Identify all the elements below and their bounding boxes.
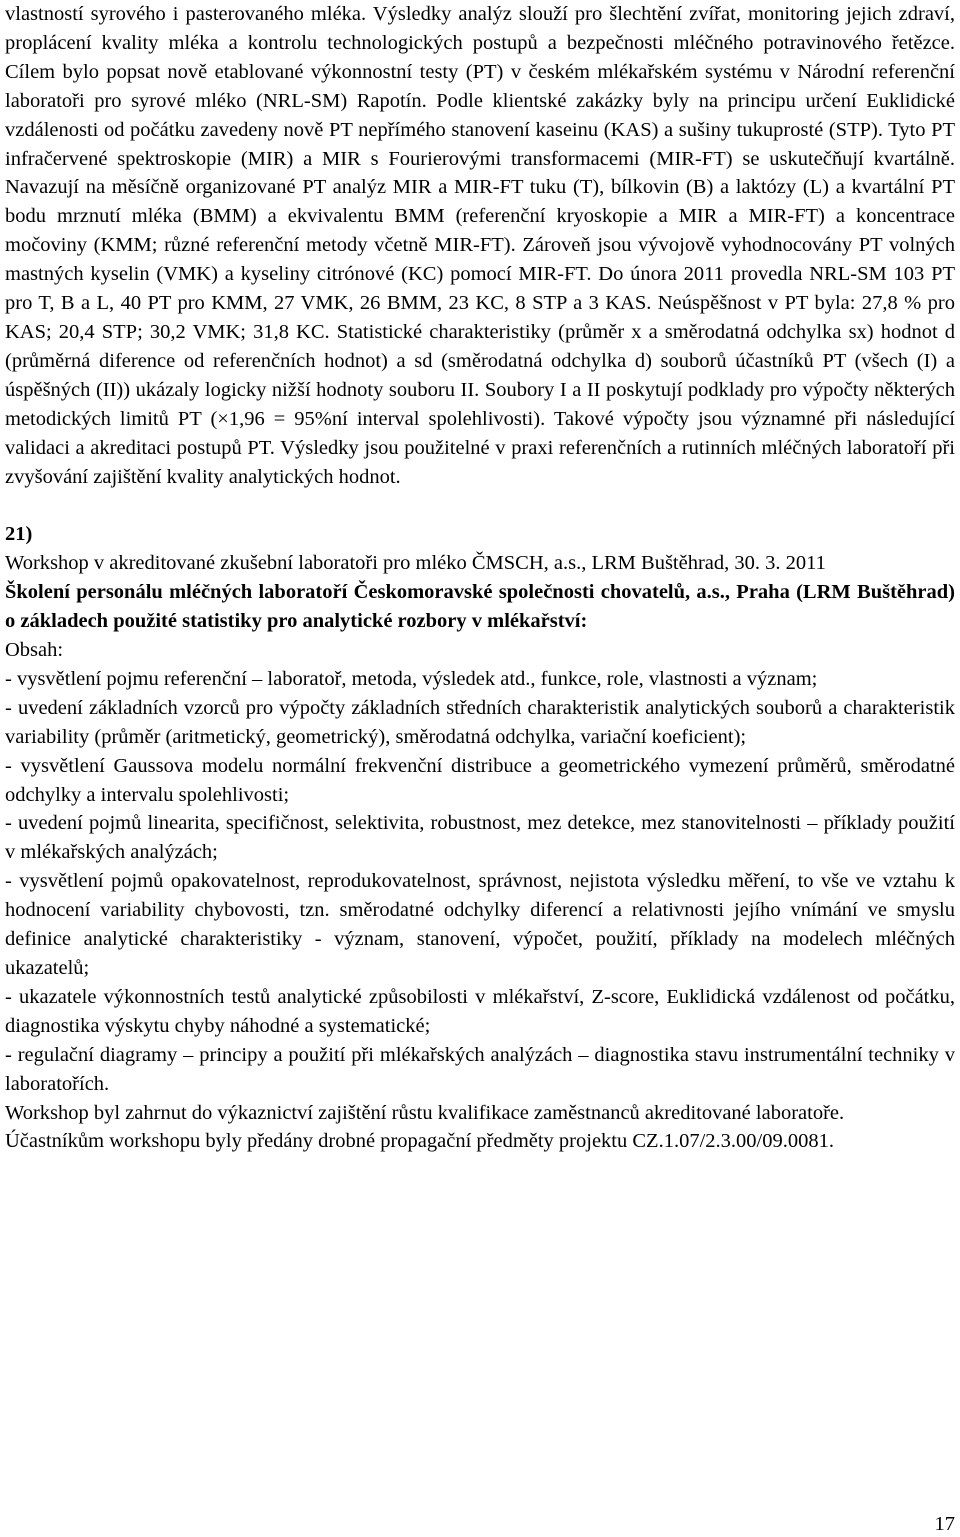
closing-paragraph-2: Účastníkům workshopu byly předány drobné propagační předměty projektu CZ.1.07/2.3.00/09.0081. (5, 1130, 834, 1153)
list-item: - vysvětlení Gaussova modelu normální frekvenční distribuce a geometrického vymezení průměrů, směrodatné odchylky a intervalu spolehlivosti; (5, 754, 955, 806)
section-number: 21) (5, 523, 33, 546)
contents-label: Obsah: (5, 639, 64, 662)
document-page (5, 0, 955, 1156)
workshop-event-line: Workshop v akreditované zkušební laboratoři pro mléko ČMSCH, a.s., LRM Buštěhrad, 30. 3. 2011 (5, 552, 826, 575)
list-item: - vysvětlení pojmu referenční – laboratoř, metoda, výsledek atd., funkce, role, vlastnosti a význam; (5, 667, 818, 690)
intro-paragraph: vlastností syrového i pasterovaného mléka. Výsledky analýz slouží pro šlechtění zvířat, monitoring jejich zdraví, proplácení kvality mléka a kontrolu technologických postupů a bezpečnosti mléčného potravinového řetězce. Cílem bylo popsat nově etablované výkonnostní testy (PT) v českém mlékařském systému v Národní referenční laboratoři pro syrové mléko (NRL-SM) Rapotín. Podle klientské zakázky byly na principu určení Euklidické vzdálenosti od počátku zavedeny nově PT nepřímého stanovení kaseinu (KAS) a sušiny tukuprosté (STP). Tyto PT infračervené spektroskopie (MIR) a MIR s Fourierovými transformacemi (MIR-FT) se uskutečňují kvartálně. Navazují na měsíčně organizované PT analýz MIR a MIR-FT tuku (T), bílkovin (B) a laktózy (L) a kvartální PT bodu mrznutí mléka (BMM) a ekvivalentu BMM (referenční kryoskopie a MIR a MIR-FT) a koncentrace močoviny (KMM; různé referenční metody včetně MIR-FT). Zároveň jsou vývojově vyhodnocovány PT volných mastných kyselin (VMK) a kyseliny citrónové (KC) pomocí MIR-FT. Do února 2011 provedla NRL-SM 103 PT pro T, B a L, 40 PT pro KMM, 27 VMK, 26 BMM, 23 KC, 8 STP a 3 KAS. Neúspěšnost v PT byla: 27,8 % pro KAS; 20,4 STP; 30,2 VMK; 31,8 KC. Statistické charakteristiky (průměr x a směrodatná odchylka sx) hodnot d (průměrná diference od referenčních hodnot) a sd (směrodatná odchylka d) souborů účastníků PT (všech (I) a úspěšných (II)) ukázaly logicky nižší hodnoty souboru II. Soubory I a II poskytují podklady pro výpočty některých metodických limitů PT (×1,96 = 95%ní interval spolehlivosti). Takové výpočty jsou významné při následující validaci a akreditaci postupů PT. Výsledky jsou použitelné v praxi referenčních a rutinních mléčných laboratoří při zvyšování zajištění kvality analytických hodnot. (5, 3, 955, 488)
contents-list (5, 665, 955, 1099)
list-item: - uvedení základních vzorců pro výpočty základních středních charakteristik analytických souborů a charakteristik variability (průměr (aritmetický, geometrický), směrodatná odchylka, variační koeficient); (5, 696, 955, 748)
page-number: 17 (934, 1513, 955, 1535)
workshop-title: Školení personálu mléčných laboratoří Českomoravské společnosti chovatelů, a.s., Praha (LRM Buštěhrad) o základech použité statistiky pro analytické rozbory v mlékařství: (5, 581, 955, 633)
list-item: - vysvětlení pojmů opakovatelnost, reprodukovatelnost, správnost, nejistota výsledku měření, to vše ve vztahu k hodnocení variability chybovosti, tzn. směrodatné odchylky diferencí a relativnosti jejího vnímání ve smyslu definice analytické charakteristiky - význam, stanovení, výpočet, použití, příklady na modelech mléčných ukazatelů; (5, 870, 955, 979)
list-item: - regulační diagramy – principy a použití při mlékařských analýzách – diagnostika stavu instrumentální techniky v laboratořích. (5, 1043, 955, 1095)
list-item: - uvedení pojmů linearita, specifičnost, selektivita, robustnost, mez detekce, mez stanovitelnosti – příklady použití v mlékařských analýzách; (5, 812, 955, 864)
closing-paragraph-1: Workshop byl zahrnut do výkaznictví zajištění růstu kvalifikace zaměstnanců akreditované laboratoře. (5, 1101, 845, 1124)
list-item: - ukazatele výkonnostních testů analytické způsobilosti v mlékařství, Z-score, Euklidická vzdálenost od počátku, diagnostika výskytu chyby náhodné a systematické; (5, 985, 955, 1037)
